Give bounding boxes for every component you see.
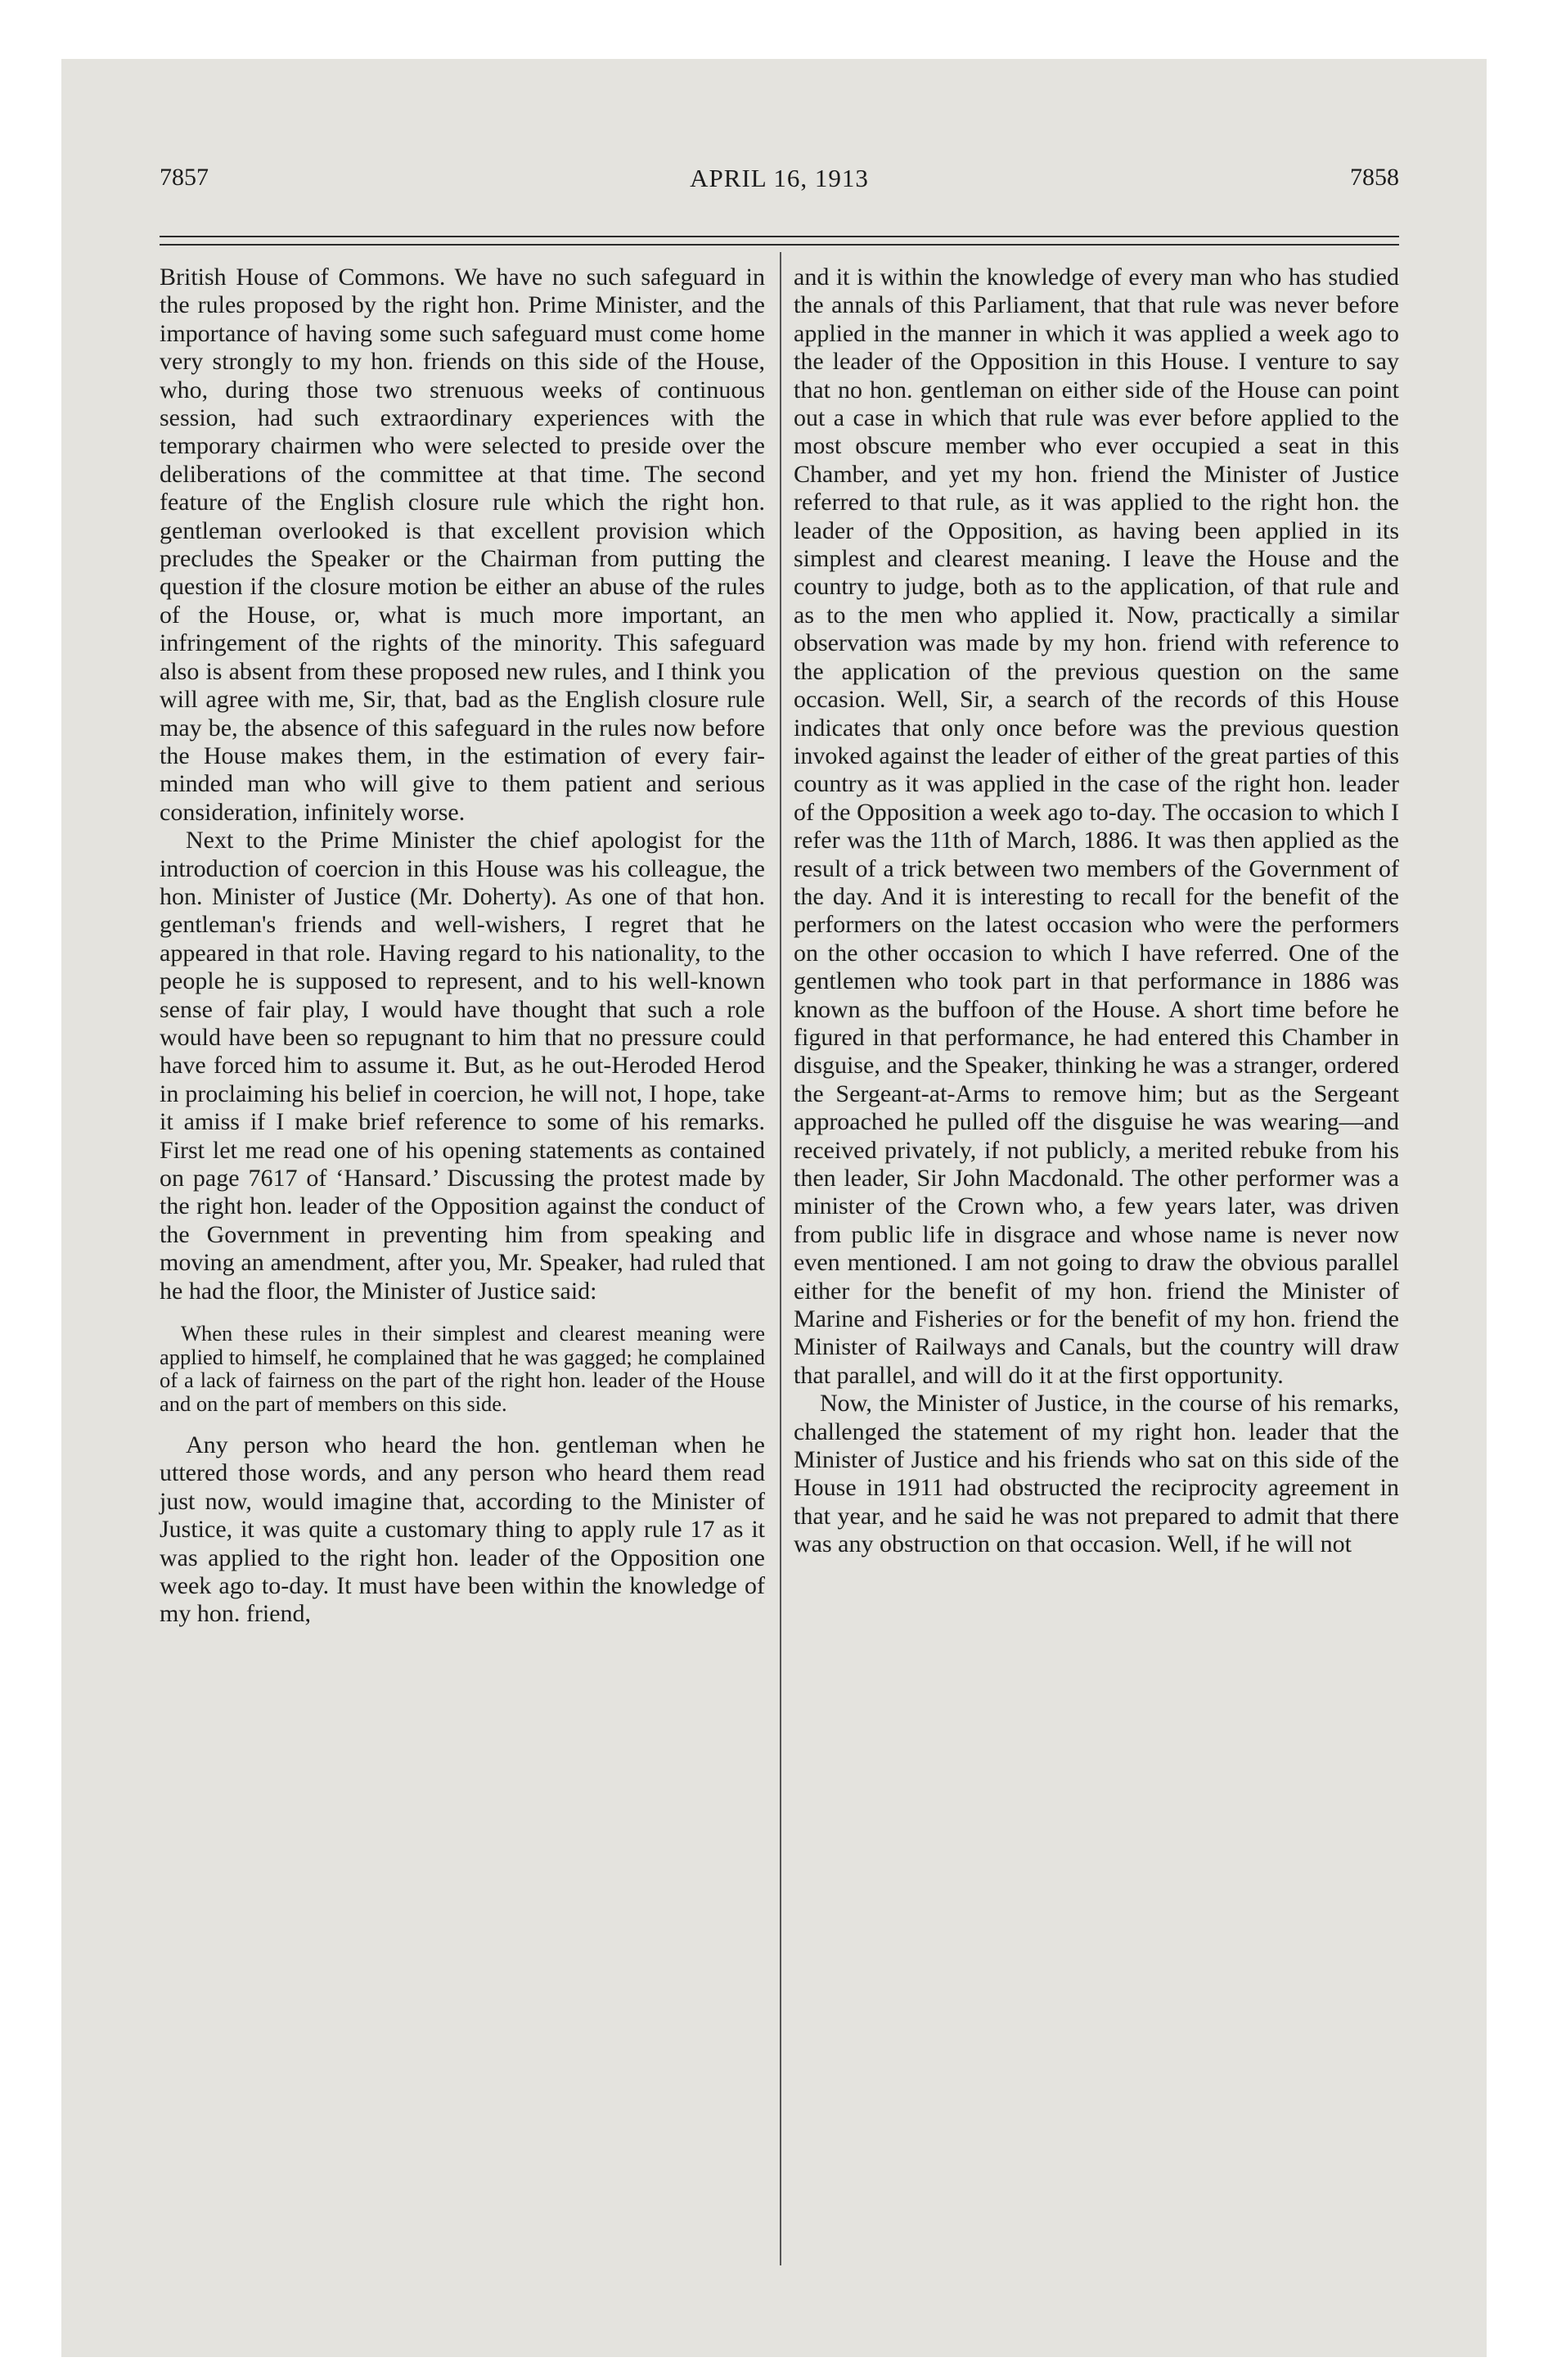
left-paragraph-1: British House of Commons. We have no such safeguard in the rules proposed by the right hon. Prime Minister, and the importance of having some such safeguard must come home very strongly to my hon. friends on this side of the House, who, during those two strenuous weeks of continuous session, had such extraordinary experiences with the temporary chairmen who were selected to preside over the deliberations of the committee at that time. The second feature of the English closure rule which the right hon. gentleman overlooked is that excellent provision which precludes the Speaker or the Chairman from putting the question if the closure motion be either an abuse of the rules of the House, or, what is much more important, an infringement of the rights of the minority. This safeguard also is absent from these proposed new rules, and I think you will agree with me, Sir, that, bad as the English closure rule may be, the absence of this safeguard in the rules now before the House makes them, in the estimation of every fair-minded man who will give to them patient and serious consideration, infinitely worse. [160, 264, 765, 826]
right-paragraph-1: and it is within the knowledge of every man who has studied the annals of this Parliament, that that rule was never before applied in the manner in which it was applied a week ago to the leader of the Opposition in this House. I venture to say that no hon. gentleman on either side of the House can point out a case in which that rule was ever before applied to the most obscure member who ever occupied a seat in this Chamber, and yet my hon. friend the Minister of Justice referred to that rule, as it was applied to the right hon. the leader of the Opposition, as having been applied in its simplest and clearest meaning. I leave the House and the country to judge, both as to the application, of that rule and as to the men who applied it. Now, practically a similar observation was made by my hon. friend with reference to the application of the previous question on the same occasion. Well, Sir, a search of the records of this House indicates that only once before was the previous question invoked against the leader of either of the great parties of this country as it was applied in the case of the right hon. leader of the Opposition a week ago to-day. The occasion to which I refer was the 11th of March, 1886. It was then applied as the result of a trick between two members of the Government of the day. And it is interesting to recall for the benefit of the performers on the latest occasion who were the performers on the other occasion to which I have referred. One of the gentlemen who took part in that performance in 1886 was known as the buffoon of the House. A short time before he figured in that performance, he had entered this Chamber in disguise, and the Speaker, thinking he was a stranger, ordered the Sergeant-at-Arms to remove him; but as the Sergeant approached he pulled off the disguise he was wearing—and received privately, if not publicly, a merited rebuke from his then leader, Sir John Macdonald. The other performer was a minister of the Crown who, a few years later, was driven from public life in disgrace and whose name is never now even mentioned. I am not going to draw the obvious parallel either for the benefit of my hon. friend the Minister of Marine and Fisheries or for the benefit of my hon. friend the Minister of Railways and Canals, but the country will draw that parallel, and will do it at the first opportunity. [794, 264, 1399, 1389]
column-divider [780, 252, 781, 2265]
left-column [160, 264, 765, 1629]
page-number-right: 7858 [1350, 164, 1399, 191]
page-date: APRIL 16, 1913 [690, 164, 869, 192]
header-rule-top [160, 236, 1399, 237]
left-paragraph-2: Next to the Prime Minister the chief apologist for the introduction of coercion in this House was his colleague, the hon. Minister of Justice (Mr. Doherty). As one of that hon. gentleman's friends and well-wishers, I regret that he appeared in that role. Having regard to his nationality, to the people he is supposed to represent, and to his well-known sense of fair play, I would have thought that such a role would have been so repugnant to him that no pressure could have forced him to assume it. But, as he out-Heroded Herod in proclaiming his belief in coercion, he will not, I hope, take it amiss if I make brief reference to some of his remarks. First let me read one of his opening statements as contained on page 7617 of ‘Hansard.’ Discussing the protest made by the right hon. leader of the Opposition against the conduct of the Government in preventing him from speaking and moving an amendment, after you, Mr. Speaker, had ruled that he had the floor, the Minister of Justice said: [160, 827, 765, 1305]
quoted-passage: When these rules in their simplest and clearest meaning were applied to himself, he complained that he was gagged; he complained of a lack of fairness on the part of the right hon. leader of the House and on the part of members on this side. [160, 1321, 765, 1416]
page-number-left: 7857 [160, 164, 209, 191]
header-rule-bottom [160, 244, 1399, 246]
hansard-page [160, 156, 1399, 2267]
page-header [160, 164, 1399, 205]
right-paragraph-2: Now, the Minister of Justice, in the course of his remarks, challenged the statement of my right hon. leader that the Minister of Justice and his friends who sat on this side of the House in 1911 had obstructed the reciprocity agreement in that year, and he said he was not prepared to admit that there was any obstruction on that occasion. Well, if he will not [794, 1390, 1399, 1558]
right-column [794, 264, 1399, 1559]
left-paragraph-3: Any person who heard the hon. gentleman when he uttered those words, and any person who heard them read just now, would imagine that, according to the Minister of Justice, it was quite a customary thing to apply rule 17 as it was applied to the right hon. leader of the Opposition one week ago to-day. It must have been within the knowledge of my hon. friend, [160, 1431, 765, 1628]
